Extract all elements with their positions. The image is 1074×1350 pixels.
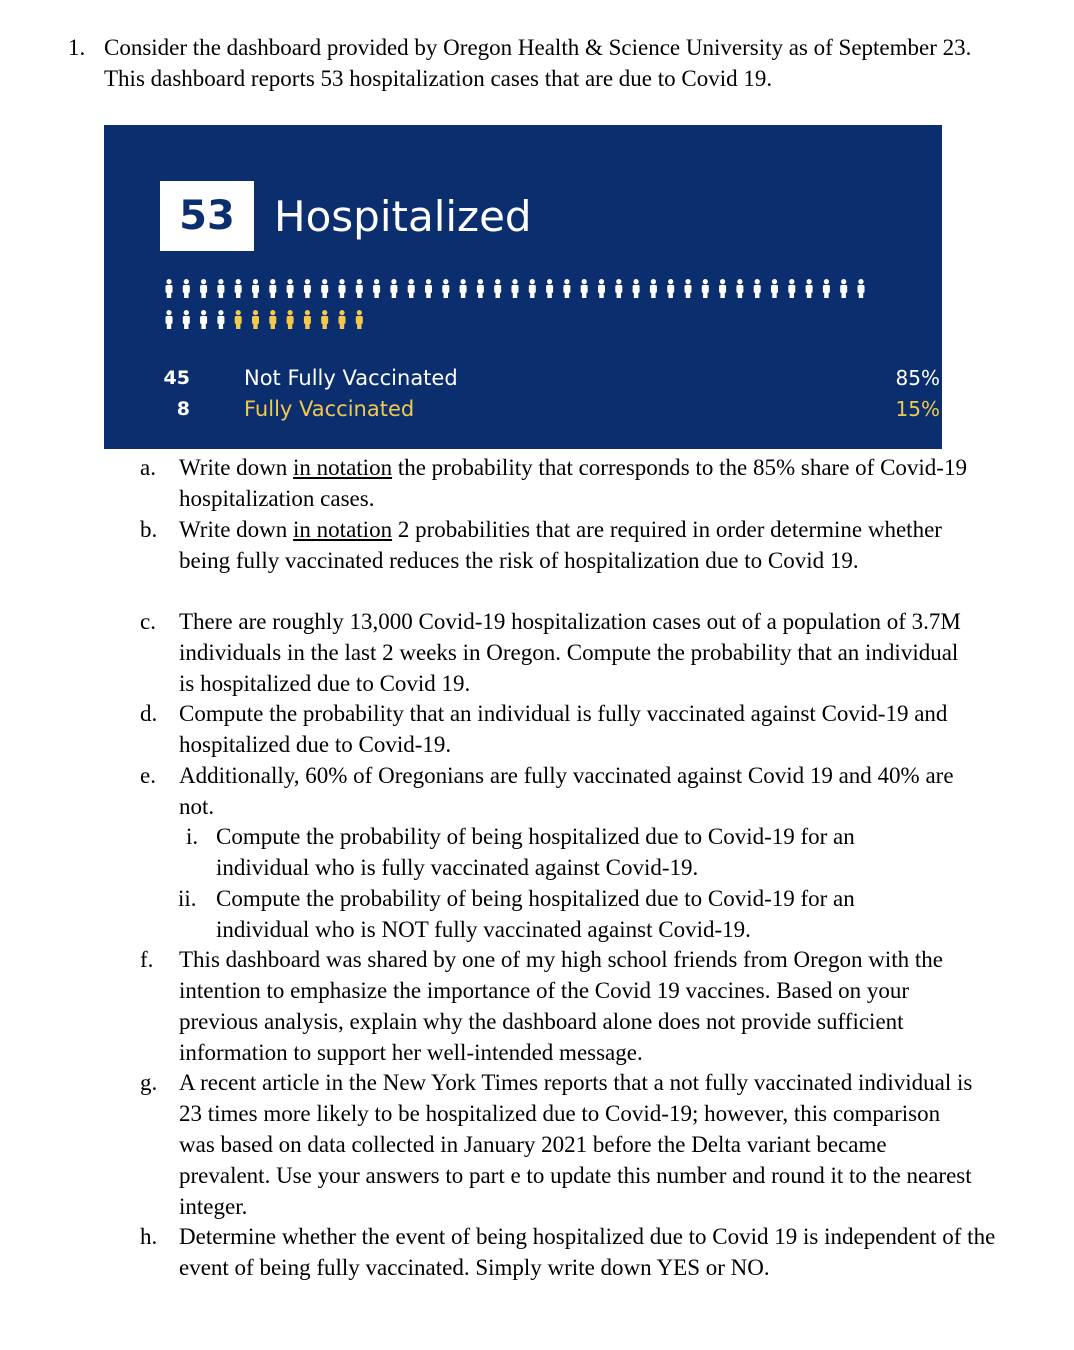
person-icon-not-fully-vaccinated: [183, 310, 190, 329]
person-icon-not-fully-vaccinated: [615, 279, 622, 298]
person-icon-not-fully-vaccinated: [563, 279, 570, 298]
person-icon-not-fully-vaccinated: [252, 279, 259, 298]
person-icon-fully-vaccinated: [304, 310, 311, 329]
person-icon-not-fully-vaccinated: [425, 279, 432, 298]
part-marker: c.: [140, 609, 156, 634]
count-fully-vaccinated: 8: [176, 398, 190, 420]
part-text: Additionally, 60% of Oregonians are fully vaccinated against Covid 19 and 40% are not.: [179, 763, 954, 819]
part-text: This dashboard was shared by one of my high school friends from Oregon with the intention to emphasize the importance of the Covid 19 vaccines. Based on your previous analysis, explain why the dashboard alone does not provide sufficient information to support her well-intended message.: [179, 947, 943, 1065]
part-marker: f.: [140, 947, 154, 972]
person-icon-not-fully-vaccinated: [719, 279, 726, 298]
person-icon-not-fully-vaccinated: [546, 279, 553, 298]
part-text: Compute the probability that an individual is fully vaccinated against Covid-19 and hospitalized due to Covid-19.: [179, 701, 948, 757]
label-fully-vaccinated: Fully Vaccinated: [244, 397, 415, 421]
part-text: There are roughly 13,000 Covid-19 hospitalization cases out of a population of 3.7M individuals in the last 2 weeks in Oregon. Compute the probability that an individual is hospitalized due to Covid 19.: [179, 609, 961, 696]
person-icon-fully-vaccinated: [356, 310, 363, 329]
person-icon-not-fully-vaccinated: [512, 279, 519, 298]
part-text: Write down in notation 2 probabilities that are required in order determine whether being fully vaccinated reduces the risk of hospitalization due to Covid 19.: [179, 517, 942, 573]
person-icon-fully-vaccinated: [339, 310, 346, 329]
person-icon-not-fully-vaccinated: [806, 279, 813, 298]
part-text: A recent article in the New York Times reports that a not fully vaccinated individual is 23 times more likely to be hospitalized due to Covid-19; however, this comparison was based on data collected in January 2021 before the Delta variant became prevalent. Use your answers to part e to update this number and round it to the nearest integer.: [179, 1070, 973, 1219]
part-text: Compute the probability of being hospitalized due to Covid-19 for an individual who is fully vaccinated against Covid-19.: [216, 824, 855, 880]
person-icon-not-fully-vaccinated: [460, 279, 467, 298]
person-icon-not-fully-vaccinated: [529, 279, 536, 298]
person-icon-not-fully-vaccinated: [304, 279, 311, 298]
dashboard-title: Hospitalized: [274, 192, 532, 241]
question-number: 1.: [68, 35, 86, 60]
hospitalization-dashboard: [104, 125, 942, 449]
person-icon-not-fully-vaccinated: [183, 279, 190, 298]
part-marker: g.: [140, 1070, 158, 1095]
person-icon-fully-vaccinated: [321, 310, 328, 329]
person-icon-not-fully-vaccinated: [442, 279, 449, 298]
person-icon-not-fully-vaccinated: [356, 279, 363, 298]
person-icon-fully-vaccinated: [287, 310, 294, 329]
person-icon-not-fully-vaccinated: [408, 279, 415, 298]
person-icon-not-fully-vaccinated: [477, 279, 484, 298]
person-icon-not-fully-vaccinated: [823, 279, 830, 298]
person-icon-fully-vaccinated: [235, 310, 242, 329]
part-text: Compute the probability of being hospitalized due to Covid-19 for an individual who is NOT fully vaccinated against Covid-19.: [216, 886, 855, 942]
person-icon-not-fully-vaccinated: [269, 279, 276, 298]
person-icon-not-fully-vaccinated: [217, 279, 224, 298]
person-icon-not-fully-vaccinated: [633, 279, 640, 298]
person-icon-not-fully-vaccinated: [667, 279, 674, 298]
person-icon-not-fully-vaccinated: [200, 279, 207, 298]
person-icon-not-fully-vaccinated: [166, 310, 173, 329]
person-icon-not-fully-vaccinated: [754, 279, 761, 298]
part-marker: d.: [140, 701, 158, 726]
percent-fully-vaccinated: 15%: [895, 397, 940, 421]
people-icon-grid: [104, 125, 942, 449]
person-icon-not-fully-vaccinated: [702, 279, 709, 298]
count-not-fully-vaccinated: 45: [163, 367, 190, 389]
part-marker: ii.: [178, 886, 197, 911]
part-marker: e.: [140, 763, 156, 788]
person-icon-fully-vaccinated: [269, 310, 276, 329]
question-text: Consider the dashboard provided by Oregon Health & Science University as of September 23. This dashboard reports 53 hospitalization cases that are due to Covid 19.: [104, 35, 972, 91]
person-icon-not-fully-vaccinated: [581, 279, 588, 298]
person-icon-not-fully-vaccinated: [788, 279, 795, 298]
person-icon-not-fully-vaccinated: [321, 279, 328, 298]
person-icon-not-fully-vaccinated: [373, 279, 380, 298]
person-icon-not-fully-vaccinated: [217, 310, 224, 329]
person-icon-not-fully-vaccinated: [494, 279, 501, 298]
part-marker: b.: [140, 517, 158, 542]
person-icon-not-fully-vaccinated: [339, 279, 346, 298]
person-icon-not-fully-vaccinated: [771, 279, 778, 298]
person-icon-not-fully-vaccinated: [858, 279, 865, 298]
total-count: 53: [160, 181, 254, 251]
person-icon-not-fully-vaccinated: [685, 279, 692, 298]
part-marker: h.: [140, 1224, 158, 1249]
person-icon-not-fully-vaccinated: [650, 279, 657, 298]
person-icon-not-fully-vaccinated: [840, 279, 847, 298]
part-marker: i.: [186, 824, 199, 849]
percent-not-fully-vaccinated: 85%: [895, 366, 940, 390]
person-icon-not-fully-vaccinated: [235, 279, 242, 298]
part-text: Determine whether the event of being hospitalized due to Covid 19 is independent of the event of being fully vaccinated. Simply write down YES or NO.: [179, 1224, 996, 1280]
person-icon-not-fully-vaccinated: [598, 279, 605, 298]
person-icon-not-fully-vaccinated: [287, 279, 294, 298]
person-icon-not-fully-vaccinated: [390, 279, 397, 298]
person-icon-not-fully-vaccinated: [736, 279, 743, 298]
person-icon-not-fully-vaccinated: [166, 279, 173, 298]
part-text: Write down in notation the probability that corresponds to the 85% share of Covid-19 hospitalization cases.: [179, 455, 967, 511]
part-marker: a.: [140, 455, 156, 480]
label-not-fully-vaccinated: Not Fully Vaccinated: [244, 366, 458, 390]
person-icon-fully-vaccinated: [252, 310, 259, 329]
person-icon-not-fully-vaccinated: [200, 310, 207, 329]
